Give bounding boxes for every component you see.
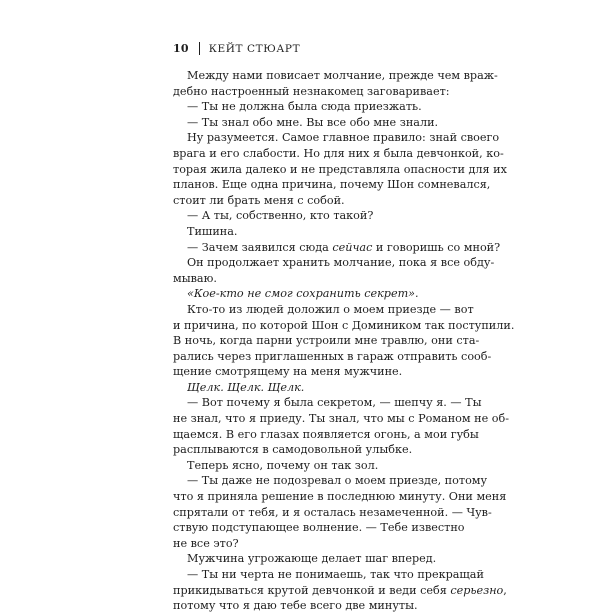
text-line: — Ты даже не подозревал о моем приезде, потому [187, 474, 488, 488]
text-line: не знал, что я приеду. Ты знал, что мы с Романом не об- [173, 412, 510, 426]
text-line: расплываются в самодовольной улыбке. [173, 443, 413, 457]
text-line: что я приняла решение в последнюю минуту. Они меня [173, 490, 507, 504]
text-line: не все это? [173, 536, 239, 550]
running-head-author: КЕЙТ СТЮАРТ [208, 42, 301, 55]
text-fragment: , [503, 583, 507, 597]
page-header [173, 42, 300, 55]
text-line: — Вот почему я была секретом, — шепчу я. — Ты [187, 396, 482, 410]
text-line: Он продолжает хранить молчание, пока я все обду- [187, 256, 495, 270]
text-line: стоит ли брать меня с собой. [173, 193, 345, 207]
text-line: и причина, по которой Шон с Домиником так поступили. [173, 318, 515, 332]
text-line: — Ты знал обо мне. Вы все обо мне знали. [187, 115, 439, 129]
text-fragment: — Зачем заявился сюда [187, 240, 333, 254]
text-line: Кто-то из людей доложил о моем приезде — вот [187, 302, 474, 316]
text-line [173, 240, 501, 256]
text-line: потому что я даю тебе всего две минуты. [173, 599, 418, 613]
text-fragment: сейчас [332, 240, 373, 254]
text-line: — Ты не должна была сюда приезжать. [187, 100, 422, 114]
text-line: ствую подступающее волнение. — Тебе известно [173, 521, 465, 535]
text-line: В ночь, когда парни устроили мне травлю, они ста- [173, 334, 480, 348]
text-line: рались через приглашенных в гараж отправить сооб- [173, 349, 492, 363]
text-line [173, 583, 507, 599]
text-line: торая жила далеко и не представляла опасности для их [173, 162, 507, 176]
text-line: Щелк. Щелк. Щелк. [187, 380, 305, 394]
page-number: 10 [173, 42, 189, 55]
text-line: — А ты, собственно, кто такой? [187, 209, 374, 223]
text-line: дебно настроенный незнакомец заговаривает: [173, 84, 450, 98]
body-text [173, 68, 515, 614]
text-line: Между нами повисает молчание, прежде чем враж- [187, 69, 498, 82]
text-line: Тишина. [187, 224, 238, 238]
text-fragment: прикидываться крутой девчонкой и веди себя [173, 583, 451, 597]
text-line: врага и его слабости. Но для них я была девчонкой, ко- [173, 146, 504, 160]
text-line: «Кое-кто не смог сохранить секрет». [187, 287, 419, 301]
text-line: Теперь ясно, почему он так зол. [187, 458, 379, 472]
text-line: Мужчина угрожающе делает шаг вперед. [187, 552, 437, 566]
text-line: щаемся. В его глазах появляется огонь, а мои губы [173, 427, 479, 441]
text-line: спрятали от тебя, и я осталась незамеченной. — Чув- [173, 505, 492, 519]
text-line: Ну разумеется. Самое главное правило: знай своего [187, 131, 500, 145]
text-fragment: и говоришь со мной? [372, 240, 501, 254]
text-line: — Ты ни черта не понимаешь, так что прекращай [187, 568, 484, 581]
header-divider [199, 42, 200, 55]
text-fragment: серьезно [450, 583, 504, 597]
text-line: мываю. [173, 271, 217, 285]
text-line: планов. Еще одна причина, почему Шон сомневался, [173, 178, 491, 192]
text-line: щение смотрящему на меня мужчине. [173, 365, 403, 379]
